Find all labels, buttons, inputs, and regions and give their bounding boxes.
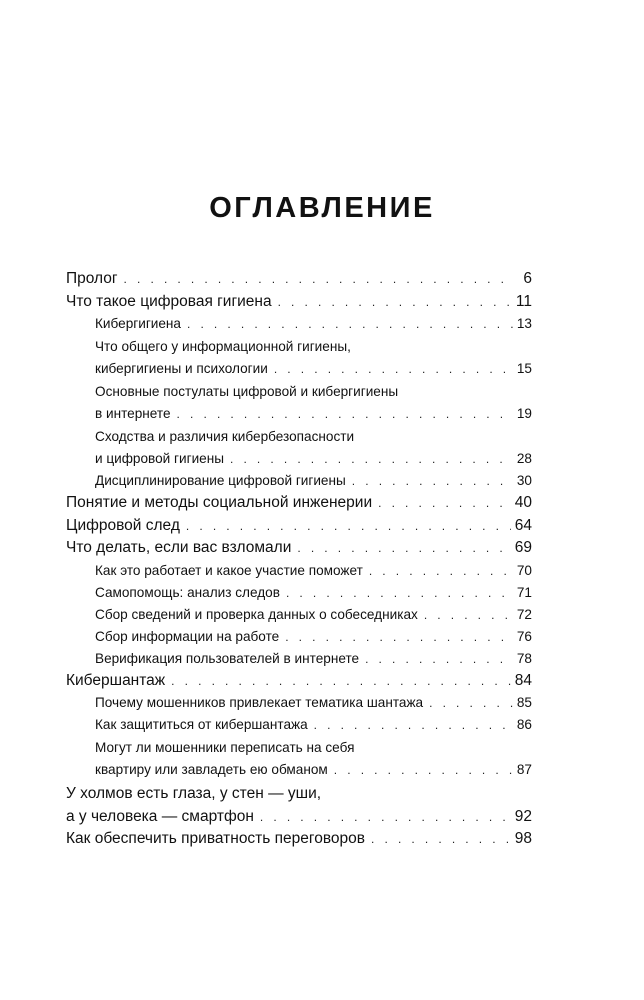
toc-entry-title: а у человека — смартфон	[66, 807, 254, 825]
toc-entry-title: Сбор сведений и проверка данных о собеседниках	[95, 606, 418, 622]
toc-entry-line	[95, 403, 532, 425]
toc-page-number: 11	[515, 292, 532, 310]
toc-entry-line	[95, 692, 532, 714]
toc-entry-title: Основные постулаты цифровой и кибергигиены	[95, 384, 399, 399]
toc-page-number: 71	[516, 584, 532, 600]
dot-leader	[285, 626, 513, 648]
dot-leader	[274, 358, 513, 380]
toc-entry-line	[66, 268, 532, 291]
toc-section[interactable]	[66, 714, 532, 736]
toc-entry-title: Как обеспечить приватность переговоров	[66, 830, 366, 847]
toc-entry-line	[95, 448, 532, 470]
toc-entry-title: Могут ли мошенники переписать на себя	[95, 740, 355, 755]
toc-entry-title: кибергигиены и психологии	[95, 361, 268, 376]
toc-entry-title: Самопомощь: анализ следов	[95, 584, 280, 600]
toc-entry-line	[66, 783, 532, 806]
toc-page-number: 98	[514, 830, 532, 847]
toc-entry-line	[66, 492, 532, 515]
toc-entry-line	[95, 626, 532, 648]
dot-leader	[378, 492, 511, 515]
toc-entry-title: Что общего у информационной гигиены,	[95, 339, 351, 354]
toc-entry-title: Сходства и различия кибербезопасности	[95, 429, 355, 444]
toc-page-number: 19	[516, 406, 532, 421]
toc-entry-line	[95, 336, 532, 358]
toc-entry-title: Почему мошенников привлекает тематика шантажа	[95, 695, 424, 710]
toc-page-number: 6	[523, 270, 532, 287]
toc-heading: ОГЛАВЛЕНИЕ	[209, 192, 435, 224]
toc-chapter[interactable]	[66, 515, 532, 538]
toc-entry-line	[95, 582, 532, 604]
dot-leader	[124, 268, 514, 291]
toc-entry-title: Что делать, если вас взломали	[66, 539, 292, 556]
toc-entry-title: и цифровой гигиены	[95, 451, 224, 466]
toc-chapter[interactable]	[66, 783, 532, 828]
toc-section[interactable]	[66, 737, 532, 781]
toc-entry-line	[66, 291, 532, 314]
dot-leader	[334, 759, 513, 781]
toc-entry-title: Понятие и методы социальной инженерии	[66, 494, 373, 511]
toc-entry-title: Кибершантаж	[66, 671, 166, 689]
toc-chapter[interactable]	[66, 268, 532, 291]
toc-entry-line	[95, 358, 532, 380]
toc-entry-line	[95, 604, 532, 626]
toc-entry-title: квартиру или завладеть ею обманом	[95, 762, 328, 777]
toc-entry-line	[95, 759, 532, 781]
dot-leader	[365, 648, 513, 670]
dot-leader	[371, 828, 511, 851]
toc-entry-line	[66, 515, 532, 538]
dot-leader	[424, 604, 513, 626]
toc-entry-title: Как защититься от кибершантажа	[95, 717, 308, 732]
dot-leader	[177, 403, 513, 425]
dot-leader	[278, 291, 512, 314]
toc-entry-line	[95, 426, 532, 448]
toc-entry-title: Верификация пользователей в интернете	[95, 650, 360, 666]
toc-page-number: 72	[516, 606, 532, 622]
toc-page-number: 84	[514, 671, 532, 689]
dot-leader	[187, 313, 513, 335]
toc-section[interactable]	[66, 381, 532, 425]
toc-entry-line	[95, 470, 532, 492]
dot-leader	[429, 692, 513, 714]
dot-leader	[260, 806, 511, 829]
toc-page-number: 92	[514, 807, 532, 825]
toc-page-number: 40	[514, 494, 532, 511]
toc-entry-title: Сбор информации на работе	[95, 628, 280, 644]
toc-section[interactable]	[66, 582, 532, 604]
toc-page-number: 69	[514, 539, 532, 556]
table-of-contents	[66, 268, 532, 851]
toc-chapter[interactable]	[66, 291, 532, 314]
toc-entry-line	[95, 560, 532, 582]
toc-page-number: 15	[516, 361, 532, 376]
toc-section[interactable]	[66, 470, 532, 492]
toc-page-number: 13	[516, 316, 532, 331]
toc-page-number: 28	[516, 451, 532, 466]
dot-leader	[186, 515, 511, 538]
toc-page-number: 86	[516, 717, 532, 732]
dot-leader	[297, 537, 510, 560]
toc-section[interactable]	[66, 426, 532, 470]
dot-leader	[352, 470, 513, 492]
toc-section[interactable]	[66, 313, 532, 335]
toc-chapter[interactable]	[66, 670, 532, 693]
dot-leader	[171, 670, 511, 693]
toc-entry-title: Дисциплинирование цифровой гигиены	[95, 473, 346, 488]
toc-entry-title: У холмов есть глаза, у стен — уши,	[66, 785, 322, 802]
toc-page-number: 70	[516, 562, 532, 578]
toc-page-number: 30	[516, 473, 532, 488]
toc-section[interactable]	[66, 336, 532, 380]
toc-entry-title: Пролог	[66, 270, 118, 287]
toc-page-number: 78	[516, 650, 532, 666]
toc-entry-title: Что такое цифровая гигиена	[66, 292, 272, 310]
toc-page-number: 64	[514, 516, 532, 534]
dot-leader	[286, 582, 513, 604]
toc-entry-title: в интернете	[95, 406, 171, 421]
toc-page-number: 76	[516, 628, 532, 644]
toc-entry-title: Как это работает и какое участие поможет	[95, 562, 363, 578]
toc-chapter[interactable]	[66, 492, 532, 515]
toc-chapter[interactable]	[66, 828, 532, 851]
toc-page-number: 87	[516, 762, 532, 777]
toc-page-number: 85	[516, 695, 532, 710]
toc-entry-line	[66, 670, 532, 693]
toc-section[interactable]	[66, 626, 532, 648]
toc-entry-line	[95, 381, 532, 403]
toc-entry-line	[66, 537, 532, 560]
toc-entry-line	[95, 737, 532, 759]
toc-entry-line	[95, 648, 532, 670]
toc-chapter[interactable]	[66, 537, 532, 560]
dot-leader	[230, 448, 513, 470]
toc-entry-line	[66, 806, 532, 829]
toc-section[interactable]	[66, 560, 532, 582]
toc-entry-line	[66, 828, 532, 851]
toc-entry-line	[95, 313, 532, 335]
toc-entry-title: Цифровой след	[66, 516, 180, 534]
toc-entry-title: Кибергигиена	[95, 316, 181, 331]
dot-leader	[314, 714, 513, 736]
toc-section[interactable]	[66, 604, 532, 626]
toc-section[interactable]	[66, 648, 532, 670]
toc-section[interactable]	[66, 692, 532, 714]
toc-entry-line	[95, 714, 532, 736]
dot-leader	[369, 560, 513, 582]
